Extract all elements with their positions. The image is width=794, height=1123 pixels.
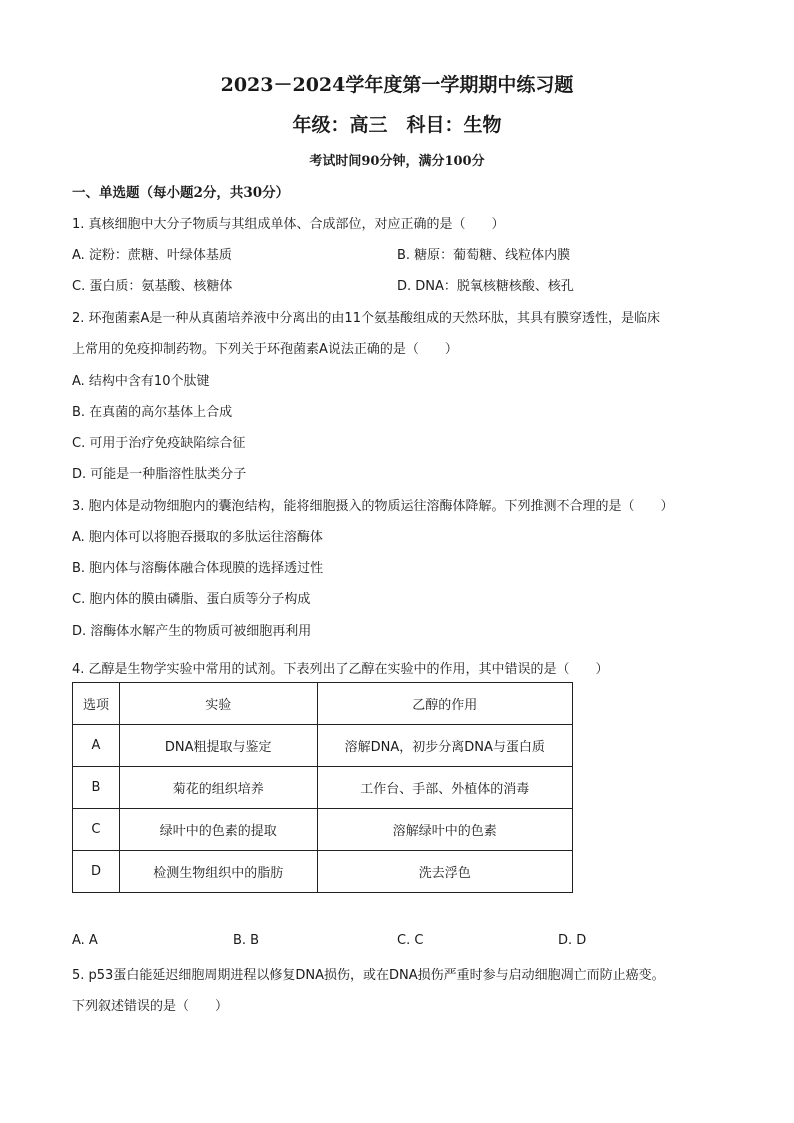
question-4-stem: 4. 乙醇是生物学实验中常用的试剂。下表列出了乙醇在实验中的作用，其中错误的是（ ） — [72, 662, 609, 677]
exam-info: 考试时间90分钟，满分100分 — [309, 154, 485, 169]
table-cell: 菊花的组织培养 — [119, 767, 317, 809]
question-2-stem-line2: 上常用的免疫抑制药物。下列关于环孢菌素A说法正确的是（ ） — [72, 342, 458, 357]
question-3-option-b: B. 胞内体与溶酶体融合体现膜的选择透过性 — [72, 561, 324, 576]
question-4-option-d: D. D — [558, 933, 587, 948]
section-title: 一、单选题（每小题2分，共30分） — [72, 185, 290, 201]
table-cell: 绿叶中的色素的提取 — [119, 809, 317, 851]
table-cell: 工作台、手部、外植体的消毒 — [317, 767, 573, 809]
table-cell: DNA粗提取与鉴定 — [119, 725, 317, 767]
question-2-option-a: A. 结构中含有10个肽键 — [72, 374, 210, 389]
question-2-option-d: D. 可能是一种脂溶性肽类分子 — [72, 467, 247, 482]
table-cell: C — [73, 809, 120, 851]
question-4-table — [72, 682, 573, 893]
table-header-cell: 实验 — [119, 683, 317, 725]
table-cell: 洗去浮色 — [317, 851, 573, 893]
question-3-option-d: D. 溶酶体水解产生的物质可被细胞再利用 — [72, 624, 312, 639]
table-cell: B — [73, 767, 120, 809]
question-3-option-a: A. 胞内体可以将胞吞摄取的多肽运往溶酶体 — [72, 530, 323, 545]
question-1-option-b: B. 糖原：葡萄糖、线粒体内膜 — [397, 248, 571, 263]
question-3-stem: 3. 胞内体是动物细胞内的囊泡结构，能将细胞摄入的物质运往溶酶体降解。下列推测不合理的是（ ） — [72, 499, 674, 514]
question-4-option-c: C. C — [397, 933, 424, 948]
question-1-stem: 1. 真核细胞中大分子物质与其组成单体、合成部位，对应正确的是（ ） — [72, 217, 505, 232]
table-cell: 溶解DNA，初步分离DNA与蛋白质 — [317, 725, 573, 767]
table-header-cell: 乙醇的作用 — [317, 683, 573, 725]
question-5-stem-line2: 下列叙述错误的是（ ） — [72, 999, 229, 1014]
question-1-option-d: D. DNA：脱氧核糖核酸、核孔 — [397, 279, 574, 294]
question-2-option-b: B. 在真菌的高尔基体上合成 — [72, 405, 233, 420]
table-row — [73, 725, 573, 767]
table-row — [73, 767, 573, 809]
question-2-option-c: C. 可用于治疗免疫缺陷综合征 — [72, 436, 246, 451]
question-4-option-b: B. B — [233, 933, 260, 948]
table-cell: 溶解绿叶中的色素 — [317, 809, 573, 851]
question-4-option-a: A. A — [72, 933, 98, 948]
table-cell: 检测生物组织中的脂肪 — [119, 851, 317, 893]
table-header-cell: 选项 — [73, 683, 120, 725]
table-cell: A — [73, 725, 120, 767]
exam-title: 2023－2024学年度第一学期期中练习题 — [220, 74, 574, 96]
table-header-row — [73, 683, 573, 725]
question-2-stem-line1: 2. 环孢菌素A是一种从真菌培养液中分离出的由11个氨基酸组成的天然环肽，其具有膜穿透性，是临床 — [72, 311, 660, 326]
table-row — [73, 851, 573, 893]
table-row — [73, 809, 573, 851]
table-cell: D — [73, 851, 120, 893]
question-1-option-c: C. 蛋白质：氨基酸、核糖体 — [72, 279, 233, 294]
exam-subtitle: 年级：高三 科目：生物 — [292, 114, 502, 136]
question-5-stem-line1: 5. p53蛋白能延迟细胞周期进程以修复DNA损伤，或在DNA损伤严重时参与启动细胞凋亡而防止癌变。 — [72, 968, 665, 983]
question-1-option-a: A. 淀粉：蔗糖、叶绿体基质 — [72, 248, 232, 263]
question-3-option-c: C. 胞内体的膜由磷脂、蛋白质等分子构成 — [72, 592, 311, 607]
